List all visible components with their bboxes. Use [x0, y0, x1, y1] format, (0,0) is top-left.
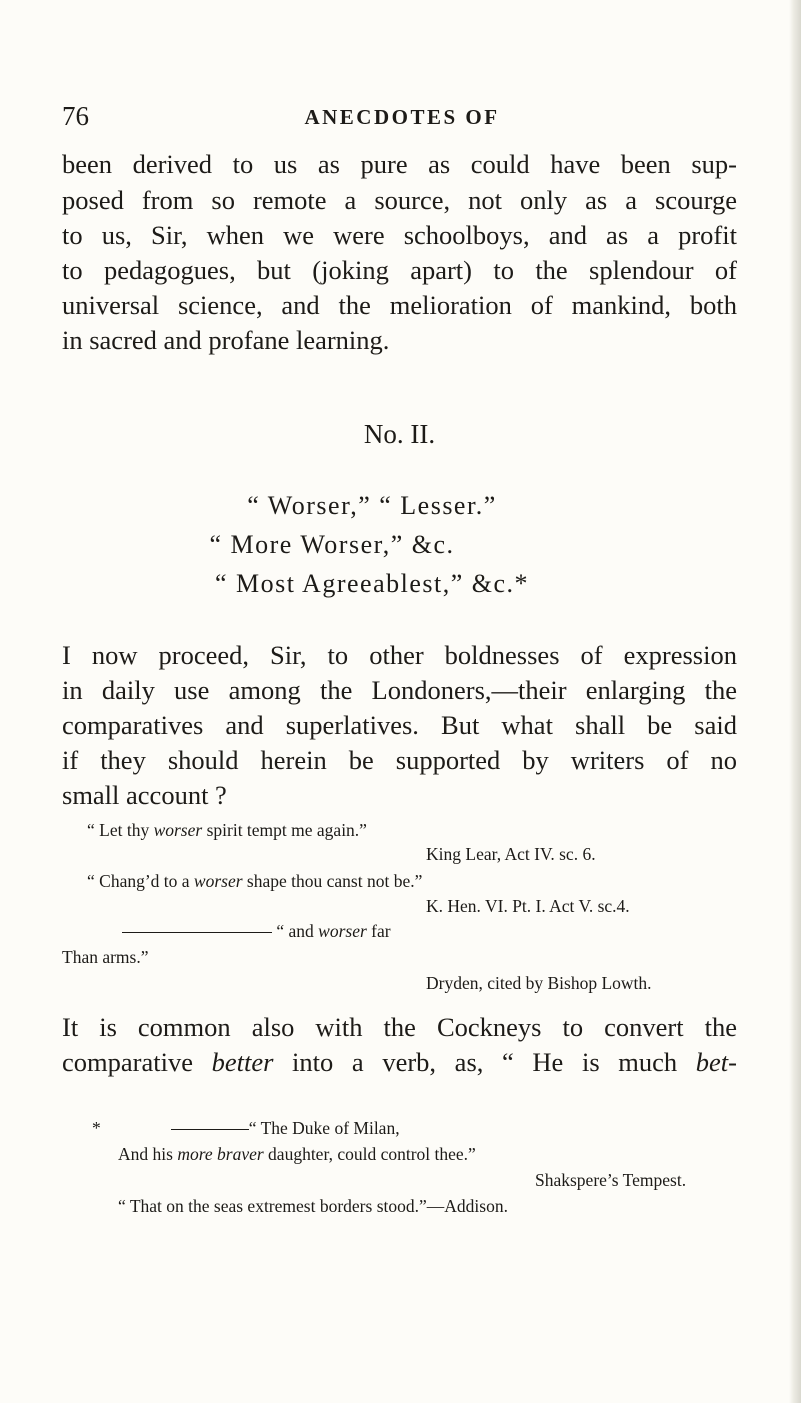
paragraph-line: comparative better into a verb, as, “ He is much bet-: [62, 1047, 737, 1077]
quote-line: “ Let thy worser spirit tempt me again.”: [87, 820, 367, 840]
paragraph-line: in daily use among the Londoners,—their enlarging the: [62, 675, 737, 705]
paragraph-line: been derived to us as pure as could have been sup-: [62, 149, 737, 179]
heading-line: “ More Worser,” &c.: [209, 530, 455, 559]
footnote-citation: Shakspere’s Tempest.: [535, 1170, 687, 1190]
footnote-line: And his more braver daughter, could control thee.”: [118, 1144, 476, 1164]
paragraph-line: comparatives and superlatives. But what shall be said: [62, 710, 737, 740]
quote-line: “ and worser far: [122, 920, 391, 942]
paragraph-line: to pedagogues, but (joking apart) to the splendour of: [62, 255, 737, 285]
page-header: [62, 101, 742, 135]
paragraph-line: I now proceed, Sir, to other boldnesses of expression: [62, 640, 737, 670]
quote-line: Than arms.”: [62, 947, 149, 967]
section-number: No. II.: [363, 419, 436, 449]
page-edge-shadow: [789, 0, 801, 1403]
footnote-line: * “ The Duke of Milan,: [92, 1118, 400, 1138]
running-head: ANECDOTES OF: [304, 105, 500, 129]
quote-line: “ Chang’d to a worser shape thou canst not be.”: [87, 871, 423, 891]
dash-rule: [171, 1129, 249, 1130]
paragraph-line: universal science, and the melioration of mankind, both: [62, 290, 737, 320]
paragraph-line: in sacred and profane learning.: [62, 325, 390, 355]
page-number: 76: [62, 101, 89, 131]
quote-citation: K. Hen. VI. Pt. I. Act V. sc.4.: [426, 896, 630, 916]
paragraph-line: small account ?: [62, 780, 227, 810]
quote-citation: King Lear, Act IV. sc. 6.: [426, 844, 596, 864]
footnote-line: “ That on the seas extremest borders stood.”—Addison.: [118, 1196, 508, 1216]
paragraph-line: if they should herein be supported by writers of no: [62, 745, 737, 775]
paragraph-line: posed from so remote a source, not only as a scourge: [62, 185, 737, 215]
dash-rule: [122, 932, 272, 933]
heading-line: “ Worser,” “ Lesser.”: [247, 491, 497, 520]
heading-line: “ Most Agreeablest,” &c.*: [214, 569, 530, 598]
footnote-marker: *: [92, 1118, 101, 1138]
paragraph-line: It is common also with the Cockneys to convert the: [62, 1012, 737, 1042]
quote-citation: Dryden, cited by Bishop Lowth.: [426, 973, 652, 993]
paragraph-line: to us, Sir, when we were schoolboys, and as a profit: [62, 220, 737, 250]
